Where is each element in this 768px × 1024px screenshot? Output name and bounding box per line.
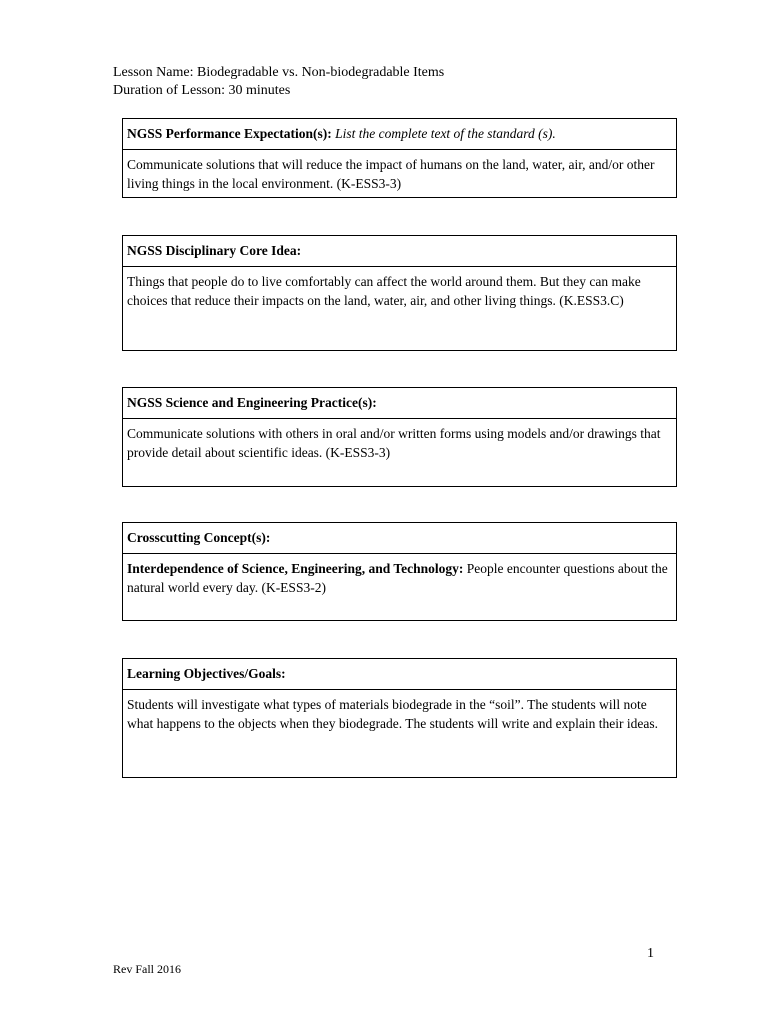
crosscutting-box: [122, 522, 677, 621]
revision-note: Rev Fall 2016: [113, 962, 181, 976]
performance-expectation-note: List the complete text of the standard (s).: [335, 126, 556, 141]
crosscutting-title: Crosscutting Concept(s):: [123, 523, 676, 554]
practices-title: NGSS Science and Engineering Practice(s):: [123, 388, 676, 419]
performance-expectation-title: NGSS Performance Expectation(s): List the complete text of the standard (s).: [123, 119, 676, 150]
crosscutting-concept-name: Interdependence of Science, Engineering, and Technology:: [127, 561, 464, 576]
performance-expectation-text: Communicate solutions that will reduce the impact of humans on the land, water, air, and/or other living things in the local environment. (K-ESS3-3): [127, 157, 655, 191]
practices-box: [122, 387, 677, 487]
core-idea-box: [122, 235, 677, 351]
core-idea-title: NGSS Disciplinary Core Idea:: [123, 236, 676, 267]
crosscutting-text: Interdependence of Science, Engineering, and Technology: People encounter questions about the natural world every day. (K-ESS3-2): [127, 561, 668, 595]
performance-expectation-box: [122, 118, 677, 198]
lesson-duration: Duration of Lesson: 30 minutes: [113, 83, 291, 98]
page-number: 1: [647, 946, 654, 961]
objectives-title: Learning Objectives/Goals:: [123, 659, 676, 690]
lesson-name: Lesson Name: Biodegradable vs. Non-biodegradable Items: [113, 65, 445, 80]
practices-text: Communicate solutions with others in oral and/or written forms using models and/or drawings that provide detail about scientific ideas. (K-ESS3-3): [127, 426, 661, 460]
objectives-text: Students will investigate what types of materials biodegrade in the “soil”. The students will note what happens to the objects when they biodegrade. The students will write and explain their ideas.: [127, 697, 658, 731]
objectives-box: [122, 658, 677, 778]
core-idea-text: Things that people do to live comfortably can affect the world around them. But they can make choices that reduce their impacts on the land, water, air, and other living things. (K.ESS3.C): [127, 274, 641, 308]
